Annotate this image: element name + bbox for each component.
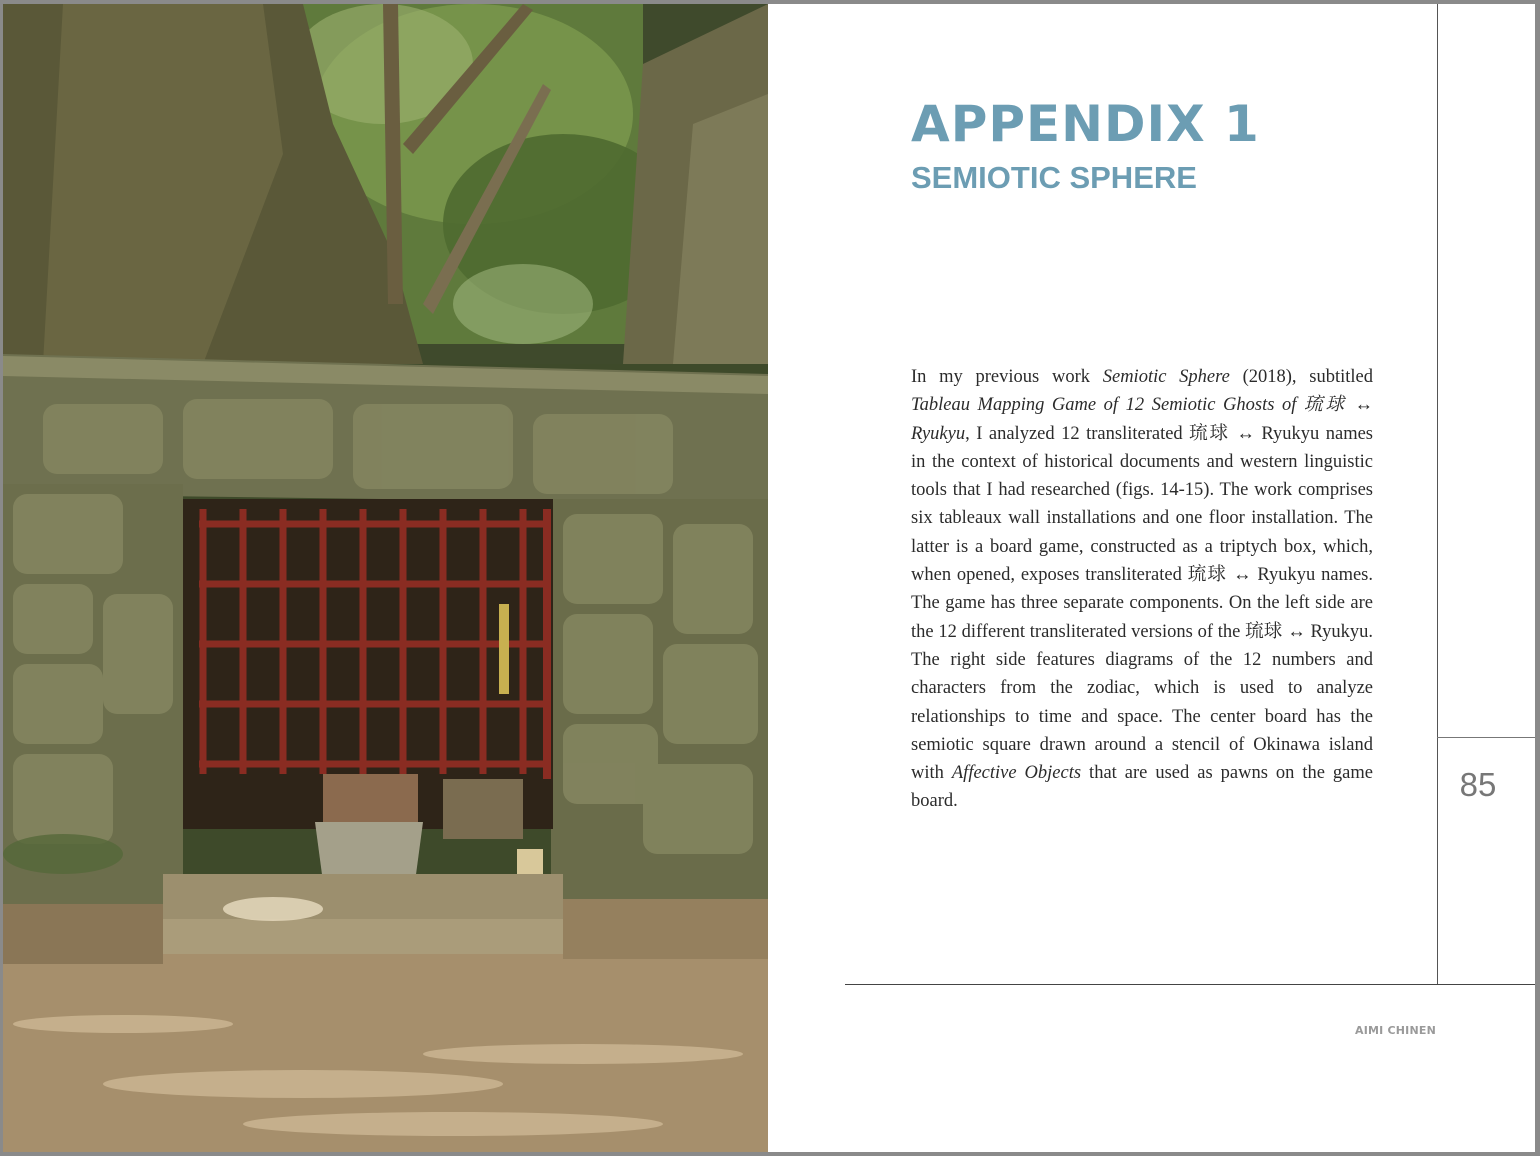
body-segment: (2018), subtitled <box>1229 367 1373 387</box>
page-number-rule <box>1437 737 1535 738</box>
book-spread <box>3 4 1535 1152</box>
footer-author: AIMI CHINEN <box>1355 1024 1436 1037</box>
body-segment: In my previous work <box>911 367 1103 387</box>
footer-rule <box>845 984 1535 985</box>
body-segment: that are used as pawns on the game board. <box>911 763 1373 812</box>
body-paragraph <box>911 363 1373 816</box>
body-segment: , I analyzed 12 transliterated 琉球 ↔ Ryukyu names in the context of historical documents and western linguistic tools that I had researched (figs. 14-15). The work comprises six tableaux wall installations and one floor installation. The latter is a board game, constructed as a triptych box, which, when opened, exposes transliterated 琉球 ↔ Ryukyu names. The game has three separate components. On the left side are the 12 different transliterated versions of the 琉球 ↔ Ryukyu. The right side features diagrams of the 12 numbers and characters from the zodiac, which is used to analyze relationships to time and space. The center board has the semiotic square drawn around a stencil of Okinawa island with <box>911 423 1373 784</box>
vertical-rule <box>1437 4 1438 984</box>
body-segment-italic: Affective Objects <box>951 763 1082 784</box>
appendix-subtitle: SEMIOTIC SPHERE <box>911 160 1197 195</box>
page-number: 85 <box>1459 766 1497 803</box>
body-segment-italic: Semiotic Sphere <box>1102 367 1230 387</box>
appendix-title: APPENDIX 1 <box>911 95 1260 153</box>
body-segment-italic: Tableau Mapping Game of 12 Semiotic Ghosts of 琉球 ↔ Ryukyu <box>911 395 1373 444</box>
shrine-photo <box>3 4 768 1152</box>
